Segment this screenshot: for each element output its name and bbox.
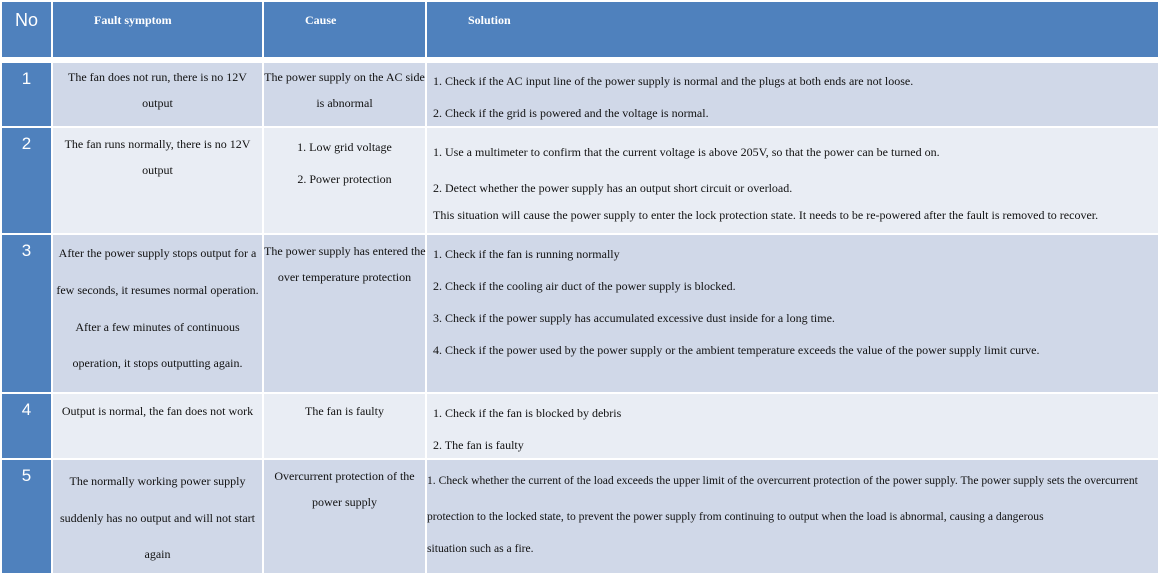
table-row	[0, 394, 1160, 458]
table-row	[0, 460, 1160, 573]
symptom-line: After a few minutes of continuous	[75, 320, 240, 334]
header-solution: Solution	[427, 2, 1158, 57]
solution-cell	[427, 128, 1158, 233]
cause-cell	[264, 128, 425, 233]
row-number: 2	[2, 128, 51, 233]
cause-line: The fan is faulty	[305, 404, 384, 418]
solution-line: 1. Check whether the current of the load exceeds the upper limit of the overcurrent protection of the power supply. The power supply sets the overcurrent	[427, 474, 1138, 487]
header-fault-symptom: Fault symptom	[53, 2, 262, 57]
symptom-line: The normally working power supply	[69, 474, 246, 488]
row-number: 1	[2, 63, 51, 126]
solution-line: situation such as a fire.	[427, 542, 534, 555]
solution-line: 2. Check if the grid is powered and the voltage is normal.	[433, 106, 709, 120]
solution-line: 1. Check if the fan is blocked by debris	[433, 406, 622, 420]
solution-cell	[427, 460, 1158, 573]
table-row	[0, 63, 1160, 126]
row-number: 3	[2, 235, 51, 392]
cause-cell	[264, 235, 425, 392]
row-number: 4	[2, 394, 51, 458]
solution-line: 4. Check if the power used by the power supply or the ambient temperature exceeds the value of the power supply limit curve.	[433, 343, 1040, 357]
solution-cell	[427, 394, 1158, 458]
symptom-line: The fan runs normally, there is no 12V	[64, 137, 251, 151]
symptom-line: few seconds, it resumes normal operation.	[56, 283, 259, 297]
solution-cell	[427, 63, 1158, 126]
cause-line: The power supply on the AC side	[264, 70, 425, 84]
solution-line: 2. The fan is faulty	[433, 438, 524, 452]
symptom-line: The fan does not run, there is no 12V	[68, 70, 247, 84]
fault-symptom-cell	[53, 235, 262, 392]
solution-line: This situation will cause the power supply to enter the lock protection state. It needs to be re-powered after the fault is removed to recover.	[433, 208, 1099, 222]
solution-line: 2. Check if the cooling air duct of the power supply is blocked.	[433, 279, 736, 293]
cause-cell	[264, 460, 425, 573]
fault-symptom-cell	[53, 128, 262, 233]
cause-line: over temperature protection	[277, 270, 412, 284]
table-row	[0, 235, 1160, 392]
fault-symptom-cell	[53, 63, 262, 126]
table-header	[0, 2, 1160, 57]
symptom-line: output	[142, 163, 173, 177]
fault-symptom-cell	[53, 460, 262, 573]
cause-line: 1. Low grid voltage	[297, 140, 392, 154]
row-number: 5	[2, 460, 51, 573]
solution-line: 3. Check if the power supply has accumulated excessive dust inside for a long time.	[433, 311, 835, 325]
header-no: No	[2, 2, 51, 57]
cause-line: Overcurrent protection of the	[274, 469, 415, 483]
symptom-line: again	[144, 547, 171, 561]
solution-cell	[427, 235, 1158, 392]
cause-cell	[264, 394, 425, 458]
solution-line: protection to the locked state, to prevent the power supply from continuing to output when the load is abnormal, causing a dangerous	[427, 510, 1044, 523]
fault-symptom-cell	[53, 394, 262, 458]
cause-line: is abnormal	[316, 96, 373, 110]
symptom-line: output	[142, 96, 173, 110]
symptom-line: Output is normal, the fan does not work	[61, 404, 254, 418]
table-row	[0, 128, 1160, 233]
symptom-line: suddenly has no output and will not start	[60, 511, 255, 525]
solution-line: 1. Check if the AC input line of the power supply is normal and the plugs at both ends are not loose.	[433, 74, 914, 88]
cause-cell	[264, 63, 425, 126]
solution-line: 2. Detect whether the power supply has an output short circuit or overload.	[433, 181, 793, 195]
header-cause: Cause	[264, 2, 425, 57]
symptom-line: operation, it stops outputting again.	[72, 356, 243, 370]
solution-line: 1. Use a multimeter to confirm that the current voltage is above 205V, so that the power can be turned on.	[433, 145, 940, 159]
cause-line: 2. Power protection	[297, 172, 392, 186]
solution-line: 1. Check if the fan is running normally	[433, 247, 620, 261]
cause-line: power supply	[312, 495, 377, 509]
symptom-line: After the power supply stops output for a	[58, 246, 257, 260]
cause-line: The power supply has entered the	[264, 244, 426, 258]
